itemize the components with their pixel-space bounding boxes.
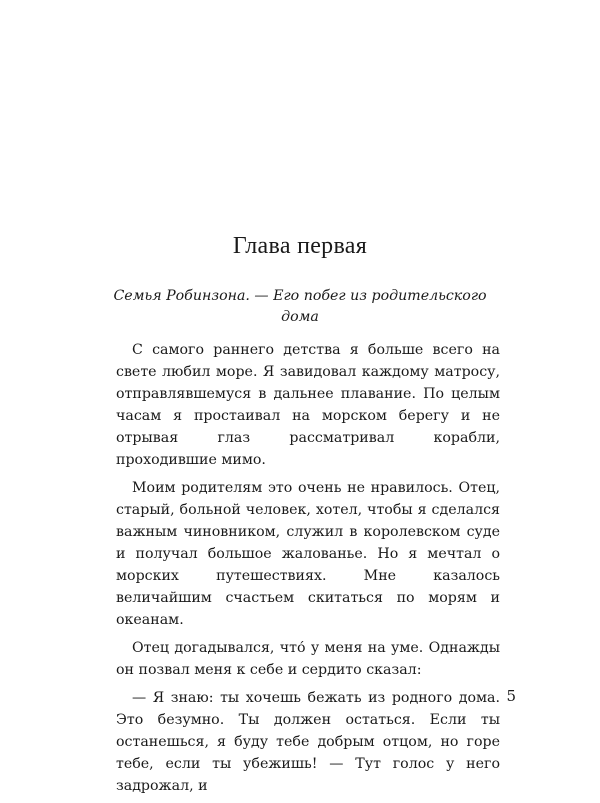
paragraph: — Я знаю: ты хочешь бежать из родного дома. Это безумно. Ты должен остаться. Если ты останешься, я буду тебе добрым отцом, но горе тебе, если ты убежишь! — Тут голос у него задрожал, и (116, 690, 500, 794)
paragraph: Отец догадывался, что́ у меня на уме. Однажды он позвал меня к себе и сердито сказал: (116, 640, 500, 678)
page-number: 5 (506, 687, 516, 705)
chapter-body (116, 339, 500, 803)
chapter-title: Глава первая (232, 233, 368, 259)
paragraph: С самого раннего детства я больше всего на свете любил море. Я завидовал каждому матросу, отправлявшемуся в дальнее плавание. По целым часам я простаивал на морском берегу и не отрывая глаз рассматривал корабли, проходившие мимо. (116, 342, 500, 468)
paragraph: Моим родителям это очень не нравилось. Отец, старый, больной человек, хотел, чтобы я сделался важным чиновником, служил в королевском суде и получал большое жалованье. Но я мечтал о морских путешествиях. Мне казалось величайшим счастьем скитаться по морям и океанам. (116, 480, 500, 628)
chapter-subtitle: Семья Робинзона. — Его побег из родительского дома (113, 288, 487, 325)
